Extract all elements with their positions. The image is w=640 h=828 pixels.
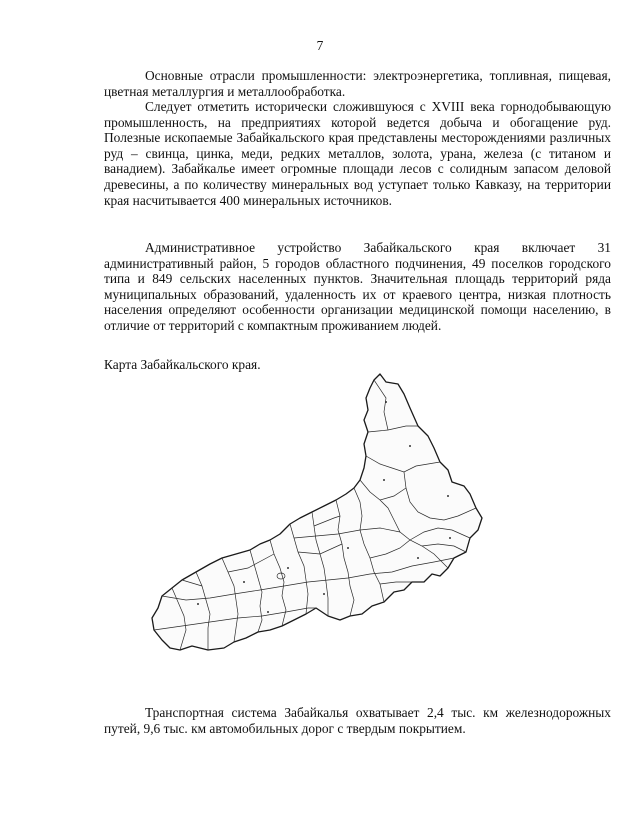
page-number: 7: [316, 38, 324, 53]
map-outline: [152, 374, 482, 650]
paragraph-industry: Основные отрасли промышленности: электроэнергетика, топливная, пищевая, цветная металлургия и металлообработка.: [104, 68, 611, 99]
paragraph-transport: Транспортная система Забайкалья охватывает 2,4 тыс. км железнодорожных путей, 9,6 тыс. км автомобильных дорог с твердым покрытием.: [104, 705, 611, 736]
map-caption: Карта Забайкальского края.: [104, 357, 261, 372]
paragraph-mining: Следует отметить исторически сложившуюся с XVIII века горнодобывающую промышленность, на предприятиях которой ведется добыча и обогащение руд. Полезные ископаемые Забайкальского края представлены месторождениями различных руд – свинца, цинка, меди, редких металлов, золота, урана, железа (с титаном и ванадием). Забайкалье имеет огромные площади лесов с солидным запасом деловой древесины, а по количеству минеральных вод уступает только Кавказу, на территории края насчитывается 400 минеральных источников.: [104, 99, 611, 208]
zabaikalsky-krai-map: [148, 368, 493, 658]
paragraph-administration: Административное устройство Забайкальского края включает 31 административный район, 5 городов областного подчинения, 49 поселков городского типа и 849 сельских населенных пунктов. Значительная площадь территорий ряда муниципальных образований, удаленность их от краевого центра, низкая плотность населения определяют особенности организации медицинской помощи населению, в отличие от территорий с компактным проживанием людей.: [104, 240, 611, 333]
